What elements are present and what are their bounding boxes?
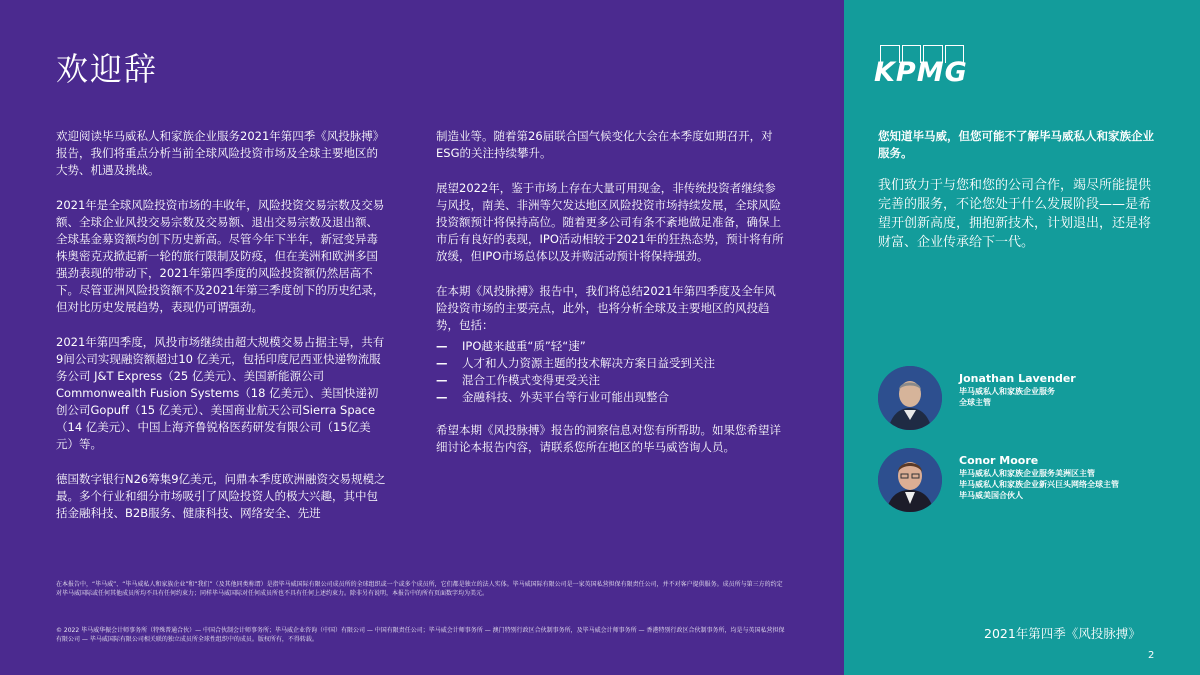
person-role: 毕马威私人和家族企业服务美洲区主管 xyxy=(959,469,1095,478)
paragraph: 德国数字银行N26筹集9亿美元，问鼎本季度欧洲融资交易规模之最。多个行业和细分市场吸引了风险投资人的极大兴趣，其中包括金融科技、B2B服务、健康科技、网络安全、先进 xyxy=(56,472,386,520)
bullet-text: 混合工作模式变得更受关注 xyxy=(462,373,600,387)
paragraph: 欢迎阅读毕马威私人和家族企业服务2021年第四季《风投脉搏》报告，我们将重点分析当前全球风险投资市场及全球主要地区的大势、机遇及挑战。 xyxy=(56,129,385,177)
dash-icon: — xyxy=(436,373,448,387)
bullet-text: 人才和人力资源主题的技术解决方案日益受到关注 xyxy=(462,356,715,370)
contact-card xyxy=(878,448,1159,512)
paragraph: 在本期《风投脉搏》报告中，我们将总结2021年第四季度及全年风险投资市场的主要亮点，此外，也将分析全球及主要地区的风投趋势，包括： xyxy=(436,284,776,332)
list-item xyxy=(436,338,786,355)
logo-text: KPMG xyxy=(874,57,968,88)
paragraph: 制造业等。随着第26届联合国气候变化大会在本季度如期召开，对ESG的关注持续攀升。 xyxy=(436,129,773,160)
sidebar-panel xyxy=(844,0,1200,675)
list-item xyxy=(436,372,786,389)
report-title: 2021年第四季《风投脉搏》 xyxy=(984,626,1141,641)
paragraph: 2021年是全球风险投资市场的丰收年，风险投资交易宗数及交易额、全球企业风投交易宗数及交易额、退出交易宗数及退出额、全球基金募资额均创下历史新高。尽管今年下半年，新冠变异毒株奥密克戎掀起新一轮的旅行限制及防疫，但在美洲和欧洲多国强劲表现的带动下，2021年第四季度的风险投资额仍然居高不下。尽管亚洲风险投资额不及2021年第三季度创下的历史纪录，但对比历史发展趋势，表现仍可谓强劲。 xyxy=(56,198,385,314)
list-item xyxy=(436,355,786,372)
dash-icon: — xyxy=(436,390,448,404)
right-column xyxy=(436,128,786,474)
intro-text: 我们致力于与您和您的公司合作，竭尽所能提供完善的服务，不论您处于什么发展阶段——是希望开创新高度，拥抱新技术，计划退出，还是将财富、企业传承给下一代。 xyxy=(878,178,1152,250)
tagline: 您知道毕马威，但您可能不了解毕马威私人和家族企业服务。 xyxy=(878,129,1154,160)
paragraph: 希望本期《风投脉搏》报告的洞察信息对您有所帮助。如果您希望详细讨论本报告内容，请联系您所在地区的毕马威咨询人员。 xyxy=(436,423,781,454)
bullet-list xyxy=(436,338,786,406)
person-role: 毕马威私人和家族企业新兴巨头网络全球主管 xyxy=(959,480,1119,489)
copyright-text: © 2022 毕马威华振会计师事务所（特殊普通合伙）— 中国合伙制会计师事务所；毕马威企业咨询（中国）有限公司 — 中国有限责任公司；毕马威会计师事务所 — 澳门特别行政区合伙制事务所，及毕马威会计师事务所 — 香港特别行政区合伙制事务所，均是与英国私营担保有限公司 — 毕马威国际有限公司相关联的独立成员所全球性组织中的成员。版权所有，不得转载。 xyxy=(56,627,785,643)
kpmg-logo xyxy=(874,45,974,89)
contact-card xyxy=(878,366,1159,430)
person-name: Conor Moore xyxy=(959,454,1039,467)
person-role: 毕马威私人和家族企业服务 xyxy=(959,387,1055,396)
page-number: 2 xyxy=(1148,650,1155,661)
paragraph: 展望2022年，鉴于市场上存在大量可用现金，非传统投资者继续参与风投，南美、非洲等欠发达地区风险投资市场持续发展，全球风险投资额预计将保持高位。随着更多公司有条不紊地做足准备，确保上市后有良好的表现，IPO活动相较于2021年的狂热态势，预计将有所放缓，但IPO市场总体以及并购活动预计将保持强劲。 xyxy=(436,181,784,263)
person-name: Jonathan Lavender xyxy=(959,372,1076,385)
avatar xyxy=(878,448,942,512)
dash-icon: — xyxy=(436,339,448,353)
left-column xyxy=(56,128,386,540)
avatar xyxy=(878,366,942,430)
disclaimer-text: 在本报告中，“毕马威”、“毕马威私人和家族企业”和“我们”（及其他同类称谓）是指毕马威国际有限公司成员所的全球组织或一个或多个成员所，它们都是独立的法人实体。毕马威国际有限公司是一家英国私营担保有限责任公司，并不对客户提供服务。成员所与第三方的约定对毕马威国际或任何其他成员所均不具有任何约束力；同样毕马威国际对任何成员所也不具有任何上述约束力。除非另有说明，本报告中的所有页面数字均为美元。 xyxy=(56,581,783,597)
bullet-text: 金融科技、外卖平台等行业可能出现整合 xyxy=(462,390,669,404)
person-role: 毕马威美国合伙人 xyxy=(959,491,1023,500)
list-item xyxy=(436,389,786,406)
dash-icon: — xyxy=(436,356,448,370)
bullet-text: IPO越来越重“质”轻“速” xyxy=(462,339,586,353)
page-title: 欢迎辞 xyxy=(56,50,159,88)
paragraph: 2021年第四季度，风投市场继续由超大规模交易占据主导，共有9间公司实现融资额超过10 亿美元，包括印度尼西亚快递物流服务公司 J&T Express（25 亿美元）、美国新能源公司Commonwealth Fusion Systems（18 亿美元）、美国快递初创公司Gopuff（15 亿美元）、美国商业航天公司Sierra Space（14 亿美元）、中国上海齐鲁锐格医药研发有限公司（15亿美元）等。 xyxy=(56,335,385,451)
person-role: 全球主管 xyxy=(959,398,991,407)
